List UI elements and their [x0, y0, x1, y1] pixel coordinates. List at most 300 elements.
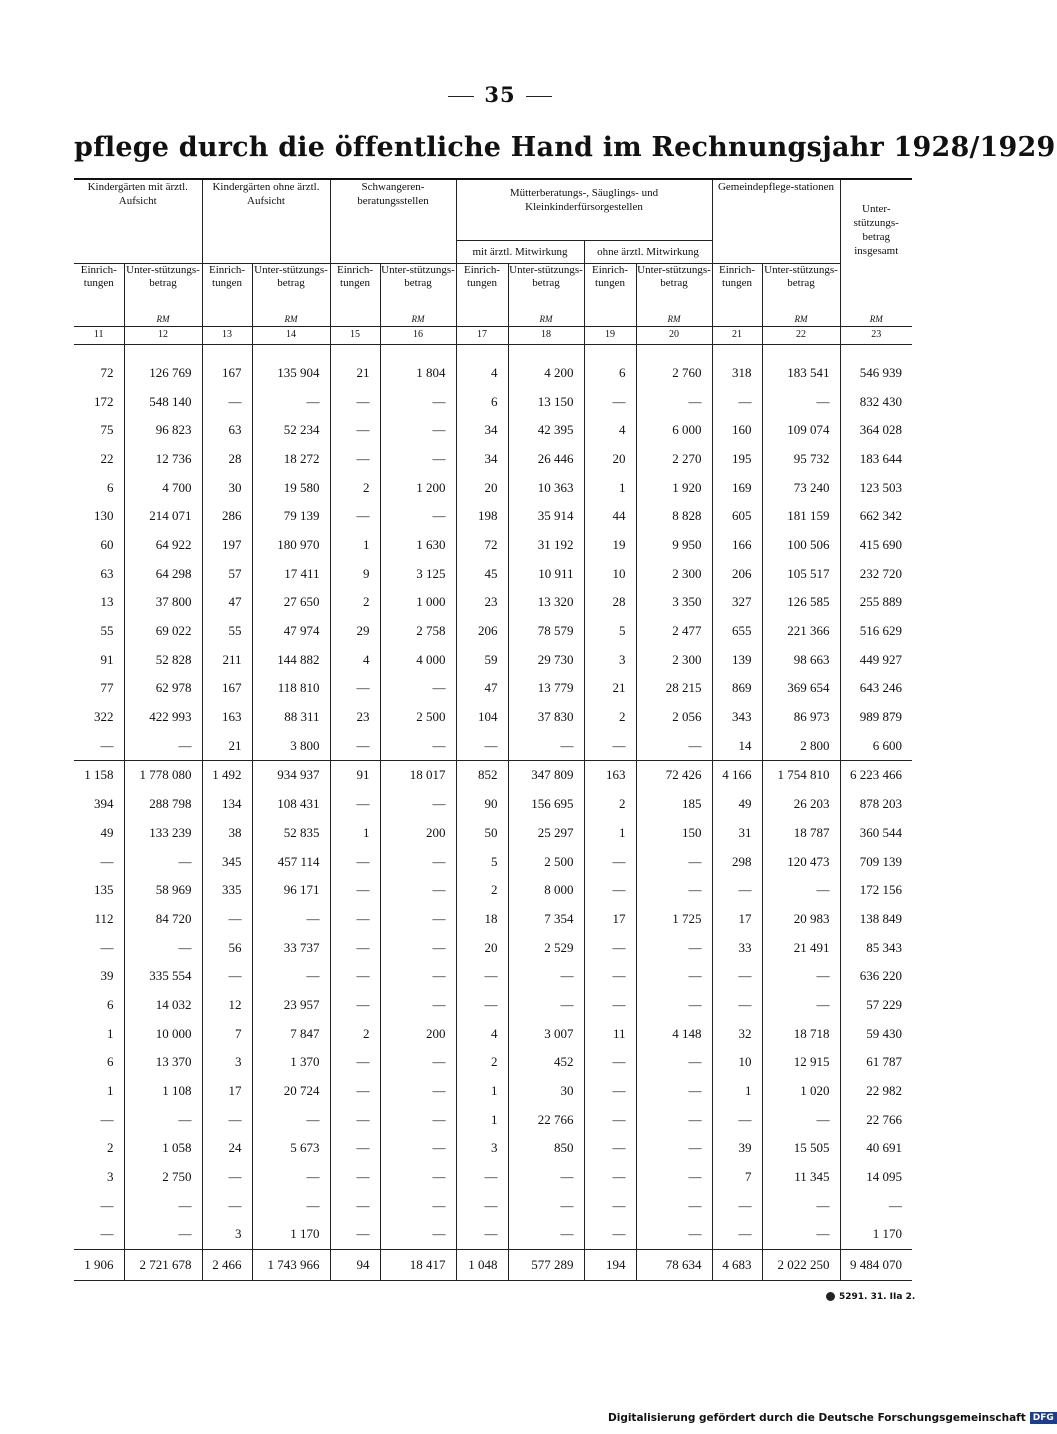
table-cell: 21: [584, 674, 636, 703]
table-cell: 298: [712, 847, 762, 876]
table-cell: 2 758: [380, 617, 456, 646]
total-cell: 1 048: [456, 1249, 508, 1280]
table-cell: 335: [202, 876, 252, 905]
table-cell: 2: [584, 790, 636, 819]
print-stamp: 5291. 31. IIa 2.: [826, 1292, 915, 1302]
table-cell: 84 720: [124, 905, 202, 934]
table-cell: 394: [94, 796, 114, 812]
table-cell: 181 159: [762, 502, 840, 531]
table-cell: 1: [584, 473, 636, 502]
total-cell: 2 022 250: [762, 1249, 840, 1280]
table-cell: 58 969: [124, 876, 202, 905]
table-cell: —: [712, 387, 762, 416]
table-cell: 156 695: [508, 790, 584, 819]
table-row: [74, 1134, 912, 1163]
table-cell: —: [380, 933, 456, 962]
table-cell: —: [456, 1163, 508, 1192]
table-cell: 1 108: [124, 1077, 202, 1106]
table-cell: —: [330, 1134, 380, 1163]
table-cell: 18: [456, 905, 508, 934]
column-number: 15: [330, 326, 380, 344]
table-cell: 206: [712, 559, 762, 588]
total-cell: 18 417: [380, 1249, 456, 1280]
table-cell: 2 760: [636, 359, 712, 388]
table-cell: 1 804: [380, 359, 456, 388]
table-cell: 10: [712, 1048, 762, 1077]
table-cell: 123 503: [840, 473, 912, 502]
table-cell: 3: [202, 1220, 252, 1249]
table-row: [74, 387, 912, 416]
table-cell: —: [762, 1105, 840, 1134]
table-cell: 33: [712, 933, 762, 962]
table-cell: 852: [456, 761, 508, 790]
table-cell: —: [100, 1197, 114, 1213]
table-cell: —: [252, 962, 330, 991]
table-cell: 1: [456, 1077, 508, 1106]
table-cell: 12 915: [762, 1048, 840, 1077]
table-cell: 10 911: [508, 559, 584, 588]
table-row: [74, 559, 912, 588]
total-cell: 577 289: [508, 1249, 584, 1280]
table-cell: —: [124, 933, 202, 962]
table-cell: —: [330, 731, 380, 760]
table-cell: 18 272: [252, 445, 330, 474]
table-cell: —: [100, 853, 114, 869]
table-row: [74, 819, 912, 848]
table-cell: 17: [202, 1077, 252, 1106]
table-cell: 52 234: [252, 416, 330, 445]
table-cell: —: [456, 731, 508, 760]
table-cell: —: [124, 1105, 202, 1134]
table-cell: 360 544: [840, 819, 912, 848]
table-cell: 232 720: [840, 559, 912, 588]
table-cell: 52 828: [124, 645, 202, 674]
table-cell: 160: [712, 416, 762, 445]
table-cell: 322: [94, 709, 114, 725]
table-cell: 1: [330, 531, 380, 560]
table-cell: —: [762, 387, 840, 416]
table-cell: 135 904: [252, 359, 330, 388]
table-cell: 3: [202, 1048, 252, 1077]
table-cell: 415 690: [840, 531, 912, 560]
table-cell: —: [100, 1226, 114, 1242]
table-cell: 32: [712, 1019, 762, 1048]
table-cell: 31 192: [508, 531, 584, 560]
table-cell: —: [508, 1191, 584, 1220]
table-cell: 29 730: [508, 645, 584, 674]
table-cell: 60: [100, 536, 114, 552]
table-cell: 13: [100, 594, 114, 610]
table-cell: 23: [456, 588, 508, 617]
table-cell: —: [712, 1191, 762, 1220]
table-row: [74, 1019, 912, 1048]
table-cell: —: [584, 1048, 636, 1077]
total-row: [74, 1249, 912, 1280]
table-cell: 1 200: [380, 473, 456, 502]
table-cell: 61 787: [840, 1048, 912, 1077]
table-cell: —: [380, 905, 456, 934]
table-cell: 13 779: [508, 674, 584, 703]
table-cell: 4: [330, 645, 380, 674]
table-cell: —: [456, 991, 508, 1020]
table-cell: 163: [584, 761, 636, 790]
table-row: [74, 731, 912, 760]
table-cell: 50: [456, 819, 508, 848]
table-cell: 4 000: [380, 645, 456, 674]
table-cell: 643 246: [840, 674, 912, 703]
table-cell: 7: [202, 1019, 252, 1048]
column-number: 16: [380, 326, 456, 344]
table-cell: 214 071: [124, 502, 202, 531]
table-cell: 14: [712, 731, 762, 760]
table-cell: —: [636, 962, 712, 991]
table-cell: 11: [584, 1019, 636, 1048]
table-cell: 22: [100, 450, 114, 466]
column-number: 23: [840, 326, 912, 344]
table-cell: —: [636, 1163, 712, 1192]
table-row: [74, 703, 912, 732]
table-cell: 28 215: [636, 674, 712, 703]
table-cell: 96 171: [252, 876, 330, 905]
table-cell: 91: [330, 761, 380, 790]
table-row: [74, 617, 912, 646]
table-cell: 11 345: [762, 1163, 840, 1192]
table-cell: —: [380, 962, 456, 991]
table-cell: —: [584, 1191, 636, 1220]
table-cell: 286: [202, 502, 252, 531]
table-cell: —: [584, 1163, 636, 1192]
table-cell: 2 500: [380, 703, 456, 732]
table-cell: 4 700: [124, 473, 202, 502]
column-number: 18: [508, 326, 584, 344]
total-cell: 4 683: [712, 1249, 762, 1280]
table-cell: 200: [380, 819, 456, 848]
table-cell: —: [252, 905, 330, 934]
table-row: [74, 416, 912, 445]
table-cell: 5: [456, 847, 508, 876]
table-row: [74, 933, 912, 962]
table-cell: 20: [456, 933, 508, 962]
table-cell: 108 431: [252, 790, 330, 819]
table-cell: —: [508, 1163, 584, 1192]
column-number: 11: [74, 326, 124, 344]
table-cell: 3: [456, 1134, 508, 1163]
table-cell: 105 517: [762, 559, 840, 588]
table-cell: 91: [100, 651, 114, 667]
table-cell: 19: [584, 531, 636, 560]
table-cell: —: [100, 737, 114, 753]
table-cell: 1: [712, 1077, 762, 1106]
table-cell: 37 830: [508, 703, 584, 732]
table-cell: 166: [712, 531, 762, 560]
col-einrichtungen: Einrich-tungen: [712, 263, 762, 312]
group-header-total: Unter-stützungs-betrag insgesamt: [840, 180, 912, 312]
table-cell: 2 056: [636, 703, 712, 732]
table-cell: —: [100, 939, 114, 955]
table-cell: 636 220: [840, 962, 912, 991]
table-cell: 850: [508, 1134, 584, 1163]
table-row: [74, 991, 912, 1020]
table-cell: 78 579: [508, 617, 584, 646]
table-cell: 200: [380, 1019, 456, 1048]
table-cell: —: [330, 1191, 380, 1220]
table-cell: 72: [456, 531, 508, 560]
table-cell: 1 020: [762, 1077, 840, 1106]
table-cell: 104: [456, 703, 508, 732]
col-einrichtungen: Einrich-tungen: [330, 263, 380, 312]
table-cell: 198: [456, 502, 508, 531]
group-header-kindergarten-with: Kindergärten mit ärztl. Aufsicht: [87, 181, 188, 207]
table-cell: —: [202, 1105, 252, 1134]
table-cell: —: [584, 933, 636, 962]
table-cell: 5: [584, 617, 636, 646]
table-cell: 183 541: [762, 359, 840, 388]
table-cell: 12 736: [124, 445, 202, 474]
table-cell: —: [508, 1220, 584, 1249]
table-cell: 3: [584, 645, 636, 674]
table-cell: 4: [456, 1019, 508, 1048]
table-cell: —: [124, 1220, 202, 1249]
table-cell: —: [636, 1077, 712, 1106]
table-cell: —: [330, 416, 380, 445]
table-row: [74, 790, 912, 819]
table-cell: 206: [456, 617, 508, 646]
table-cell: —: [712, 962, 762, 991]
table-cell: 17 411: [252, 559, 330, 588]
table-cell: 112: [94, 910, 114, 926]
table-cell: 55: [202, 617, 252, 646]
table-cell: 95 732: [762, 445, 840, 474]
table-cell: 180 970: [252, 531, 330, 560]
table-cell: —: [202, 962, 252, 991]
table-cell: —: [712, 1105, 762, 1134]
unit-label: RM: [508, 312, 584, 327]
table-cell: —: [330, 1105, 380, 1134]
table-cell: 47: [202, 588, 252, 617]
table-cell: —: [380, 1077, 456, 1106]
table-cell: 3: [107, 1169, 114, 1185]
table-cell: 605: [712, 502, 762, 531]
table-cell: —: [100, 1111, 114, 1127]
table-cell: 318: [712, 359, 762, 388]
table-cell: 3 350: [636, 588, 712, 617]
table-cell: 1 158: [74, 761, 124, 790]
table-cell: —: [330, 502, 380, 531]
table-cell: 2 750: [124, 1163, 202, 1192]
table-cell: 57 229: [840, 991, 912, 1020]
table-cell: 869: [712, 674, 762, 703]
total-cell: 2 721 678: [124, 1249, 202, 1280]
table-cell: 40 691: [840, 1134, 912, 1163]
table-cell: —: [124, 731, 202, 760]
table-cell: 64 298: [124, 559, 202, 588]
total-cell: 1 906: [74, 1249, 124, 1280]
table-cell: 30: [508, 1077, 584, 1106]
col-unterstuetzung: Unter-stützungs-betrag: [124, 263, 202, 312]
column-number: 20: [636, 326, 712, 344]
table-cell: —: [636, 1134, 712, 1163]
table-cell: 10 000: [124, 1019, 202, 1048]
table-cell: 15 505: [762, 1134, 840, 1163]
table-cell: —: [330, 1220, 380, 1249]
table-row: [74, 905, 912, 934]
table-cell: 14 032: [124, 991, 202, 1020]
table-cell: —: [252, 1191, 330, 1220]
table-cell: 4: [456, 359, 508, 388]
table-cell: —: [712, 876, 762, 905]
table-cell: —: [636, 1048, 712, 1077]
table-cell: 1: [107, 1083, 114, 1099]
table-cell: 21: [202, 731, 252, 760]
table-cell: —: [124, 847, 202, 876]
table-cell: 12: [202, 991, 252, 1020]
table-cell: 118 810: [252, 674, 330, 703]
table-cell: 989 879: [840, 703, 912, 732]
table-cell: 369 654: [762, 674, 840, 703]
table-cell: —: [636, 1191, 712, 1220]
table-cell: —: [330, 445, 380, 474]
table-cell: 1 170: [252, 1220, 330, 1249]
table-cell: 72: [100, 364, 114, 380]
table-cell: —: [636, 933, 712, 962]
column-number: 17: [456, 326, 508, 344]
table-cell: —: [584, 1134, 636, 1163]
col-unterstuetzung: Unter-stützungs-betrag: [762, 263, 840, 312]
table-cell: 90: [456, 790, 508, 819]
table-cell: 6: [456, 387, 508, 416]
table-cell: 172 156: [840, 876, 912, 905]
page-number: 35: [0, 82, 1000, 107]
table-cell: —: [330, 933, 380, 962]
table-cell: 3 800: [252, 731, 330, 760]
table-cell: 20 983: [762, 905, 840, 934]
table-row: [74, 473, 912, 502]
table-cell: 195: [712, 445, 762, 474]
table-cell: —: [380, 1105, 456, 1134]
page-title: pflege durch die öffentliche Hand im Rechnungsjahr 1928/1929: [74, 132, 1056, 163]
col-einrichtungen: Einrich-tungen: [202, 263, 252, 312]
dfg-logo: DFG: [1030, 1412, 1057, 1424]
table-cell: 832 430: [840, 387, 912, 416]
table-cell: —: [330, 847, 380, 876]
table-cell: —: [202, 387, 252, 416]
table-cell: —: [584, 387, 636, 416]
table-cell: 18 017: [380, 761, 456, 790]
table-cell: 548 140: [124, 387, 202, 416]
unit-label: RM: [380, 312, 456, 327]
table-cell: 2: [107, 1140, 114, 1156]
unit-label: RM: [124, 312, 202, 327]
table-cell: 163: [202, 703, 252, 732]
table-row: [74, 502, 912, 531]
table-cell: 144 882: [252, 645, 330, 674]
table-cell: 26 203: [762, 790, 840, 819]
table-cell: —: [252, 1163, 330, 1192]
table-cell: 288 798: [124, 790, 202, 819]
subgroup-with: mit ärztl. Mitwirkung: [456, 240, 584, 263]
table-cell: —: [380, 445, 456, 474]
table-cell: 167: [202, 359, 252, 388]
table-cell: 85 343: [840, 933, 912, 962]
table-cell: 172: [94, 393, 114, 409]
col-einrichtungen: Einrich-tungen: [74, 263, 124, 312]
table-cell: —: [712, 1220, 762, 1249]
table-cell: 34: [456, 445, 508, 474]
table-cell: 13 150: [508, 387, 584, 416]
table-cell: —: [330, 962, 380, 991]
table-cell: 1 630: [380, 531, 456, 560]
table-cell: 457 114: [252, 847, 330, 876]
table-cell: —: [456, 1191, 508, 1220]
table-cell: 709 139: [840, 847, 912, 876]
table-cell: —: [712, 991, 762, 1020]
table-cell: 120 473: [762, 847, 840, 876]
table-cell: —: [330, 1077, 380, 1106]
table-row: [74, 588, 912, 617]
total-cell: 2 466: [202, 1249, 252, 1280]
table-cell: 197: [202, 531, 252, 560]
table-cell: 25 297: [508, 819, 584, 848]
subgroup-without: ohne ärztl. Mitwirkung: [584, 240, 712, 263]
table-cell: 4 166: [712, 761, 762, 790]
table-cell: —: [330, 991, 380, 1020]
table-cell: 2 800: [762, 731, 840, 760]
table-cell: 77: [100, 680, 114, 696]
table-cell: 28: [584, 588, 636, 617]
table-cell: 9: [330, 559, 380, 588]
table-cell: 1: [456, 1105, 508, 1134]
table-cell: 4 148: [636, 1019, 712, 1048]
table-cell: 47 974: [252, 617, 330, 646]
unit-label: RM: [636, 312, 712, 327]
table-cell: 3 125: [380, 559, 456, 588]
table-cell: 135: [94, 882, 114, 898]
table-cell: 934 937: [252, 761, 330, 790]
table-cell: 1 920: [636, 473, 712, 502]
table-cell: 150: [636, 819, 712, 848]
table-cell: 13 320: [508, 588, 584, 617]
table-cell: —: [584, 876, 636, 905]
table-cell: 1 000: [380, 588, 456, 617]
table-cell: 20: [584, 445, 636, 474]
table-cell: 655: [712, 617, 762, 646]
table-cell: —: [252, 1105, 330, 1134]
table-cell: 23 957: [252, 991, 330, 1020]
table-cell: 7 847: [252, 1019, 330, 1048]
table-cell: —: [380, 731, 456, 760]
table-cell: 221 366: [762, 617, 840, 646]
table-cell: 4: [584, 416, 636, 445]
table-cell: 5 673: [252, 1134, 330, 1163]
total-cell: 194: [584, 1249, 636, 1280]
table-cell: 59 430: [840, 1019, 912, 1048]
table-cell: —: [330, 387, 380, 416]
column-number: 14: [252, 326, 330, 344]
table-cell: 109 074: [762, 416, 840, 445]
table-cell: —: [584, 991, 636, 1020]
table-cell: 2 300: [636, 559, 712, 588]
table-cell: 47: [456, 674, 508, 703]
table-cell: 45: [456, 559, 508, 588]
total-cell: 94: [330, 1249, 380, 1280]
table-row: [74, 1220, 912, 1249]
table-cell: 1 754 810: [762, 761, 840, 790]
table-row: [74, 876, 912, 905]
table-row: [74, 1105, 912, 1134]
table-cell: —: [636, 731, 712, 760]
table-cell: 79 139: [252, 502, 330, 531]
table-cell: —: [380, 1048, 456, 1077]
